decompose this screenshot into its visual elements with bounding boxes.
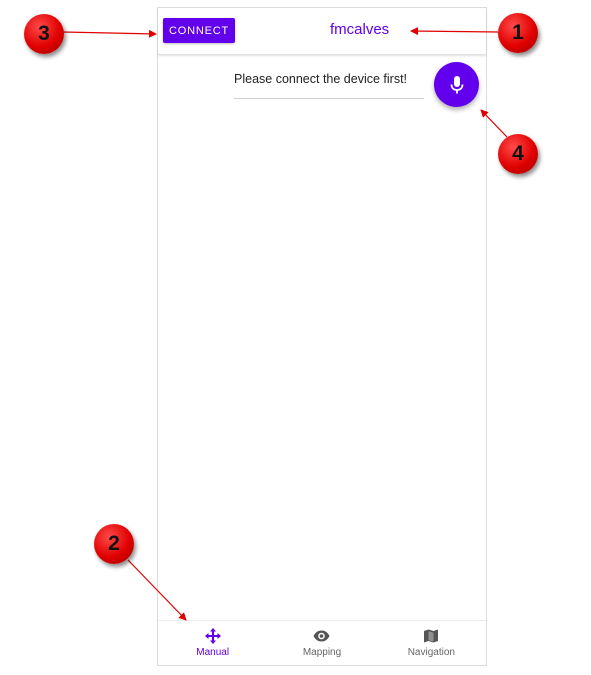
arrow-3 — [63, 32, 156, 34]
nav-label-manual: Manual — [196, 647, 230, 658]
username-label: fmcalves — [330, 21, 390, 38]
annotation-badge-1: 1 — [498, 13, 538, 53]
arrow-1 — [411, 31, 498, 32]
annotation-badge-4: 4 — [498, 134, 538, 174]
nav-label-mapping: Mapping — [302, 647, 342, 658]
arrow-2 — [128, 560, 186, 620]
annotation-badge-2: 2 — [94, 524, 134, 564]
annotation-badge-3: 3 — [24, 14, 64, 54]
nav-label-navigation: Navigation — [407, 647, 455, 658]
connect-button[interactable]: CONNECT — [163, 18, 235, 43]
arrow-4 — [481, 110, 507, 137]
status-message: Please connect the device first! — [234, 72, 408, 86]
